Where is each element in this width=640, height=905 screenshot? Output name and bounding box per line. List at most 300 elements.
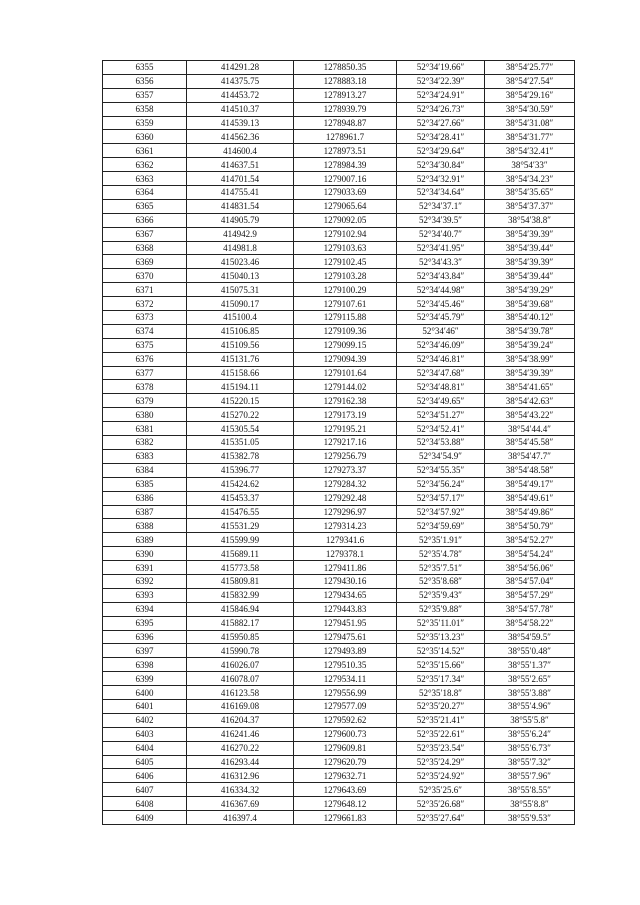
latitude-cell: 52°35′18.8″	[397, 686, 485, 700]
y-coordinate-cell: 1279195.21	[294, 422, 397, 436]
point-number-cell: 6397	[103, 644, 187, 658]
table-row	[103, 686, 575, 700]
y-coordinate-cell: 1279430.16	[294, 574, 397, 588]
table-row	[103, 394, 575, 408]
point-number-cell: 6385	[103, 477, 187, 491]
longitude-cell: 38°54′48.58″	[485, 463, 575, 477]
table-row	[103, 213, 575, 227]
table-row	[103, 491, 575, 505]
point-number-cell: 6389	[103, 533, 187, 547]
longitude-cell: 38°54′29.16″	[485, 88, 575, 102]
latitude-cell: 52°34′48.81″	[397, 380, 485, 394]
table-row	[103, 352, 575, 366]
table-row	[103, 241, 575, 255]
x-coordinate-cell: 415075.31	[187, 283, 294, 297]
y-coordinate-cell: 1279314.23	[294, 519, 397, 533]
longitude-cell: 38°54′38.8″	[485, 213, 575, 227]
table-row	[103, 574, 575, 588]
point-number-cell: 6384	[103, 463, 187, 477]
point-number-cell: 6362	[103, 158, 187, 172]
point-number-cell: 6395	[103, 616, 187, 630]
latitude-cell: 52°34′19.66″	[397, 61, 485, 75]
table-row	[103, 699, 575, 713]
latitude-cell: 52°34′49.65″	[397, 394, 485, 408]
point-number-cell: 6360	[103, 130, 187, 144]
longitude-cell: 38°54′41.65″	[485, 380, 575, 394]
point-number-cell: 6366	[103, 213, 187, 227]
longitude-cell: 38°54′49.61″	[485, 491, 575, 505]
table-row	[103, 547, 575, 561]
latitude-cell: 52°34′55.35″	[397, 463, 485, 477]
point-number-cell: 6378	[103, 380, 187, 394]
x-coordinate-cell: 415270.22	[187, 408, 294, 422]
latitude-cell: 52°34′56.24″	[397, 477, 485, 491]
longitude-cell: 38°54′59.5″	[485, 630, 575, 644]
table-row	[103, 366, 575, 380]
x-coordinate-cell: 415109.56	[187, 338, 294, 352]
x-coordinate-cell: 416397.4	[187, 811, 294, 825]
y-coordinate-cell: 1279065.64	[294, 199, 397, 213]
longitude-cell: 38°54′39.24″	[485, 338, 575, 352]
y-coordinate-cell: 1279102.94	[294, 227, 397, 241]
latitude-cell: 52°34′46.09″	[397, 338, 485, 352]
y-coordinate-cell: 1278939.79	[294, 102, 397, 116]
point-number-cell: 6358	[103, 102, 187, 116]
longitude-cell: 38°54′39.29″	[485, 283, 575, 297]
table-row	[103, 311, 575, 325]
y-coordinate-cell: 1279102.45	[294, 255, 397, 269]
y-coordinate-cell: 1278973.51	[294, 144, 397, 158]
latitude-cell: 52°34′30.84″	[397, 158, 485, 172]
x-coordinate-cell: 414600.4	[187, 144, 294, 158]
table-row	[103, 561, 575, 575]
latitude-cell: 52°35′26.68″	[397, 797, 485, 811]
y-coordinate-cell: 1279661.83	[294, 811, 397, 825]
longitude-cell: 38°54′57.78″	[485, 602, 575, 616]
longitude-cell: 38°54′33″	[485, 158, 575, 172]
longitude-cell: 38°55′8.55″	[485, 783, 575, 797]
y-coordinate-cell: 1279296.97	[294, 505, 397, 519]
longitude-cell: 38°54′39.78″	[485, 324, 575, 338]
longitude-cell: 38°54′42.63″	[485, 394, 575, 408]
x-coordinate-cell: 415100.4	[187, 311, 294, 325]
latitude-cell: 52°34′45.79″	[397, 311, 485, 325]
longitude-cell: 38°54′43.22″	[485, 408, 575, 422]
x-coordinate-cell: 414510.37	[187, 102, 294, 116]
x-coordinate-cell: 415882.17	[187, 616, 294, 630]
latitude-cell: 52°34′37.1″	[397, 199, 485, 213]
y-coordinate-cell: 1279101.64	[294, 366, 397, 380]
y-coordinate-cell: 1279103.63	[294, 241, 397, 255]
latitude-cell: 52°34′43.84″	[397, 269, 485, 283]
latitude-cell: 52°35′21.41″	[397, 713, 485, 727]
y-coordinate-cell: 1279162.38	[294, 394, 397, 408]
point-number-cell: 6387	[103, 505, 187, 519]
longitude-cell: 38°54′39.44″	[485, 269, 575, 283]
point-number-cell: 6365	[103, 199, 187, 213]
latitude-cell: 52°34′26.73″	[397, 102, 485, 116]
longitude-cell: 38°54′25.77″	[485, 61, 575, 75]
latitude-cell: 52°35′7.51″	[397, 561, 485, 575]
table-row	[103, 477, 575, 491]
table-row	[103, 769, 575, 783]
point-number-cell: 6406	[103, 769, 187, 783]
latitude-cell: 52°34′32.91″	[397, 172, 485, 186]
table-row	[103, 324, 575, 338]
table-row	[103, 602, 575, 616]
latitude-cell: 52°35′8.68″	[397, 574, 485, 588]
longitude-cell: 38°54′50.79″	[485, 519, 575, 533]
table-row	[103, 519, 575, 533]
longitude-cell: 38°54′54.24″	[485, 547, 575, 561]
x-coordinate-cell: 416312.96	[187, 769, 294, 783]
point-number-cell: 6381	[103, 422, 187, 436]
latitude-cell: 52°35′4.78″	[397, 547, 485, 561]
latitude-cell: 52°34′57.92″	[397, 505, 485, 519]
longitude-cell: 38°54′31.08″	[485, 116, 575, 130]
longitude-cell: 38°54′39.39″	[485, 227, 575, 241]
x-coordinate-cell: 415090.17	[187, 297, 294, 311]
x-coordinate-cell: 416169.08	[187, 699, 294, 713]
table-row	[103, 408, 575, 422]
y-coordinate-cell: 1279092.05	[294, 213, 397, 227]
table-row	[103, 533, 575, 547]
table-row	[103, 61, 575, 75]
point-number-cell: 6405	[103, 755, 187, 769]
latitude-cell: 52°34′53.88″	[397, 436, 485, 450]
x-coordinate-cell: 415040.13	[187, 269, 294, 283]
y-coordinate-cell: 1279033.69	[294, 186, 397, 200]
point-number-cell: 6380	[103, 408, 187, 422]
table-row	[103, 797, 575, 811]
longitude-cell: 38°54′57.29″	[485, 588, 575, 602]
coordinates-table-body	[103, 61, 575, 825]
x-coordinate-cell: 415106.85	[187, 324, 294, 338]
longitude-cell: 38°54′58.22″	[485, 616, 575, 630]
point-number-cell: 6373	[103, 311, 187, 325]
y-coordinate-cell: 1279556.99	[294, 686, 397, 700]
x-coordinate-cell: 415832.99	[187, 588, 294, 602]
point-number-cell: 6402	[103, 713, 187, 727]
y-coordinate-cell: 1278948.87	[294, 116, 397, 130]
point-number-cell: 6370	[103, 269, 187, 283]
x-coordinate-cell: 415158.66	[187, 366, 294, 380]
table-row	[103, 644, 575, 658]
point-number-cell: 6379	[103, 394, 187, 408]
y-coordinate-cell: 1279109.36	[294, 324, 397, 338]
y-coordinate-cell: 1279103.28	[294, 269, 397, 283]
latitude-cell: 52°34′59.69″	[397, 519, 485, 533]
x-coordinate-cell: 414905.79	[187, 213, 294, 227]
point-number-cell: 6407	[103, 783, 187, 797]
latitude-cell: 52°35′11.01″	[397, 616, 485, 630]
table-row	[103, 436, 575, 450]
point-number-cell: 6363	[103, 172, 187, 186]
x-coordinate-cell: 414375.75	[187, 74, 294, 88]
y-coordinate-cell: 1279592.62	[294, 713, 397, 727]
x-coordinate-cell: 415476.55	[187, 505, 294, 519]
x-coordinate-cell: 415950.85	[187, 630, 294, 644]
point-number-cell: 6369	[103, 255, 187, 269]
point-number-cell: 6388	[103, 519, 187, 533]
longitude-cell: 38°54′44.4″	[485, 422, 575, 436]
longitude-cell: 38°54′27.54″	[485, 74, 575, 88]
point-number-cell: 6372	[103, 297, 187, 311]
y-coordinate-cell: 1279632.71	[294, 769, 397, 783]
y-coordinate-cell: 1279217.16	[294, 436, 397, 450]
longitude-cell: 38°54′30.59″	[485, 102, 575, 116]
point-number-cell: 6409	[103, 811, 187, 825]
latitude-cell: 52°35′20.27″	[397, 699, 485, 713]
table-row	[103, 741, 575, 755]
latitude-cell: 52°35′22.61″	[397, 727, 485, 741]
x-coordinate-cell: 416367.69	[187, 797, 294, 811]
x-coordinate-cell: 415531.29	[187, 519, 294, 533]
longitude-cell: 38°54′40.12″	[485, 311, 575, 325]
longitude-cell: 38°55′8.8″	[485, 797, 575, 811]
x-coordinate-cell: 416078.07	[187, 672, 294, 686]
point-number-cell: 6392	[103, 574, 187, 588]
y-coordinate-cell: 1279292.48	[294, 491, 397, 505]
latitude-cell: 52°35′24.92″	[397, 769, 485, 783]
x-coordinate-cell: 415424.62	[187, 477, 294, 491]
latitude-cell: 52°34′41.95″	[397, 241, 485, 255]
point-number-cell: 6401	[103, 699, 187, 713]
longitude-cell: 38°54′39.44″	[485, 241, 575, 255]
longitude-cell: 38°54′39.68″	[485, 297, 575, 311]
longitude-cell: 38°55′6.73″	[485, 741, 575, 755]
latitude-cell: 52°35′9.43″	[397, 588, 485, 602]
point-number-cell: 6374	[103, 324, 187, 338]
longitude-cell: 38°55′3.88″	[485, 686, 575, 700]
x-coordinate-cell: 414755.41	[187, 186, 294, 200]
longitude-cell: 38°54′52.27″	[485, 533, 575, 547]
x-coordinate-cell: 415220.15	[187, 394, 294, 408]
x-coordinate-cell: 415689.11	[187, 547, 294, 561]
point-number-cell: 6357	[103, 88, 187, 102]
y-coordinate-cell: 1278913.27	[294, 88, 397, 102]
longitude-cell: 38°54′34.23″	[485, 172, 575, 186]
latitude-cell: 52°35′27.64″	[397, 811, 485, 825]
table-row	[103, 116, 575, 130]
x-coordinate-cell: 415599.99	[187, 533, 294, 547]
table-row	[103, 380, 575, 394]
x-coordinate-cell: 414539.13	[187, 116, 294, 130]
point-number-cell: 6386	[103, 491, 187, 505]
table-row	[103, 783, 575, 797]
point-number-cell: 6359	[103, 116, 187, 130]
coordinates-table	[102, 60, 575, 825]
longitude-cell: 38°54′49.17″	[485, 477, 575, 491]
table-row	[103, 227, 575, 241]
point-number-cell: 6376	[103, 352, 187, 366]
table-row	[103, 727, 575, 741]
latitude-cell: 52°34′47.68″	[397, 366, 485, 380]
y-coordinate-cell: 1279434.65	[294, 588, 397, 602]
x-coordinate-cell: 415809.81	[187, 574, 294, 588]
table-row	[103, 130, 575, 144]
x-coordinate-cell: 416204.37	[187, 713, 294, 727]
table-row	[103, 422, 575, 436]
longitude-cell: 38°54′31.77″	[485, 130, 575, 144]
point-number-cell: 6371	[103, 283, 187, 297]
table-row	[103, 463, 575, 477]
longitude-cell: 38°54′49.86″	[485, 505, 575, 519]
x-coordinate-cell: 415131.76	[187, 352, 294, 366]
y-coordinate-cell: 1278984.39	[294, 158, 397, 172]
y-coordinate-cell: 1279648.12	[294, 797, 397, 811]
longitude-cell: 38°54′35.65″	[485, 186, 575, 200]
latitude-cell: 52°34′34.64″	[397, 186, 485, 200]
point-number-cell: 6391	[103, 561, 187, 575]
y-coordinate-cell: 1279144.02	[294, 380, 397, 394]
x-coordinate-cell: 415990.78	[187, 644, 294, 658]
longitude-cell: 38°54′38.99″	[485, 352, 575, 366]
x-coordinate-cell: 414942.9	[187, 227, 294, 241]
latitude-cell: 52°35′17.34″	[397, 672, 485, 686]
y-coordinate-cell: 1279411.86	[294, 561, 397, 575]
x-coordinate-cell: 414831.54	[187, 199, 294, 213]
x-coordinate-cell: 416026.07	[187, 658, 294, 672]
x-coordinate-cell: 415351.05	[187, 436, 294, 450]
y-coordinate-cell: 1279510.35	[294, 658, 397, 672]
point-number-cell: 6396	[103, 630, 187, 644]
latitude-cell: 52°35′25.6″	[397, 783, 485, 797]
y-coordinate-cell: 1279007.16	[294, 172, 397, 186]
table-row	[103, 144, 575, 158]
y-coordinate-cell: 1279256.79	[294, 449, 397, 463]
point-number-cell: 6404	[103, 741, 187, 755]
x-coordinate-cell: 415453.37	[187, 491, 294, 505]
x-coordinate-cell: 414453.72	[187, 88, 294, 102]
table-row	[103, 449, 575, 463]
x-coordinate-cell: 414637.51	[187, 158, 294, 172]
latitude-cell: 52°34′51.27″	[397, 408, 485, 422]
table-row	[103, 297, 575, 311]
point-number-cell: 6403	[103, 727, 187, 741]
x-coordinate-cell: 415396.77	[187, 463, 294, 477]
y-coordinate-cell: 1279341.6	[294, 533, 397, 547]
longitude-cell: 38°55′7.32″	[485, 755, 575, 769]
point-number-cell: 6393	[103, 588, 187, 602]
y-coordinate-cell: 1279643.69	[294, 783, 397, 797]
longitude-cell: 38°55′1.37″	[485, 658, 575, 672]
latitude-cell: 52°34′45.46″	[397, 297, 485, 311]
longitude-cell: 38°54′39.39″	[485, 366, 575, 380]
x-coordinate-cell: 415382.78	[187, 449, 294, 463]
y-coordinate-cell: 1278883.18	[294, 74, 397, 88]
longitude-cell: 38°55′5.8″	[485, 713, 575, 727]
latitude-cell: 52°35′15.66″	[397, 658, 485, 672]
latitude-cell: 52°34′44.98″	[397, 283, 485, 297]
point-number-cell: 6367	[103, 227, 187, 241]
y-coordinate-cell: 1279094.39	[294, 352, 397, 366]
longitude-cell: 38°55′9.53″	[485, 811, 575, 825]
x-coordinate-cell: 415773.58	[187, 561, 294, 575]
y-coordinate-cell: 1279451.95	[294, 616, 397, 630]
longitude-cell: 38°55′6.24″	[485, 727, 575, 741]
longitude-cell: 38°54′45.58″	[485, 436, 575, 450]
point-number-cell: 6398	[103, 658, 187, 672]
longitude-cell: 38°54′57.04″	[485, 574, 575, 588]
latitude-cell: 52°34′46.81″	[397, 352, 485, 366]
point-number-cell: 6383	[103, 449, 187, 463]
latitude-cell: 52°34′40.7″	[397, 227, 485, 241]
latitude-cell: 52°35′9.88″	[397, 602, 485, 616]
point-number-cell: 6394	[103, 602, 187, 616]
latitude-cell: 52°35′1.91″	[397, 533, 485, 547]
latitude-cell: 52°34′43.3″	[397, 255, 485, 269]
table-row	[103, 672, 575, 686]
y-coordinate-cell: 1279493.89	[294, 644, 397, 658]
table-row	[103, 102, 575, 116]
table-row	[103, 616, 575, 630]
table-row	[103, 658, 575, 672]
x-coordinate-cell: 415305.54	[187, 422, 294, 436]
longitude-cell: 38°55′2.65″	[485, 672, 575, 686]
point-number-cell: 6399	[103, 672, 187, 686]
y-coordinate-cell: 1278961.7	[294, 130, 397, 144]
y-coordinate-cell: 1279577.09	[294, 699, 397, 713]
point-number-cell: 6368	[103, 241, 187, 255]
table-row	[103, 811, 575, 825]
table-row	[103, 186, 575, 200]
latitude-cell: 52°34′46″	[397, 324, 485, 338]
table-row	[103, 338, 575, 352]
y-coordinate-cell: 1279107.61	[294, 297, 397, 311]
table-row	[103, 74, 575, 88]
y-coordinate-cell: 1279609.81	[294, 741, 397, 755]
point-number-cell: 6375	[103, 338, 187, 352]
table-row	[103, 269, 575, 283]
latitude-cell: 52°35′13.23″	[397, 630, 485, 644]
latitude-cell: 52°34′39.5″	[397, 213, 485, 227]
y-coordinate-cell: 1279475.61	[294, 630, 397, 644]
longitude-cell: 38°55′0.48″	[485, 644, 575, 658]
point-number-cell: 6408	[103, 797, 187, 811]
table-row	[103, 505, 575, 519]
table-row	[103, 713, 575, 727]
y-coordinate-cell: 1279534.11	[294, 672, 397, 686]
longitude-cell: 38°54′32.41″	[485, 144, 575, 158]
y-coordinate-cell: 1279100.29	[294, 283, 397, 297]
x-coordinate-cell: 414562.36	[187, 130, 294, 144]
longitude-cell: 38°54′47.7″	[485, 449, 575, 463]
table-row	[103, 172, 575, 186]
table-row	[103, 199, 575, 213]
table-row	[103, 630, 575, 644]
x-coordinate-cell: 416123.58	[187, 686, 294, 700]
x-coordinate-cell: 415194.11	[187, 380, 294, 394]
y-coordinate-cell: 1279600.73	[294, 727, 397, 741]
latitude-cell: 52°34′28.41″	[397, 130, 485, 144]
latitude-cell: 52°35′24.29″	[397, 755, 485, 769]
y-coordinate-cell: 1279284.32	[294, 477, 397, 491]
y-coordinate-cell: 1278850.35	[294, 61, 397, 75]
table-row	[103, 158, 575, 172]
x-coordinate-cell: 416334.32	[187, 783, 294, 797]
longitude-cell: 38°54′37.37″	[485, 199, 575, 213]
latitude-cell: 52°35′23.54″	[397, 741, 485, 755]
latitude-cell: 52°34′22.39″	[397, 74, 485, 88]
table-row	[103, 88, 575, 102]
longitude-cell: 38°55′4.96″	[485, 699, 575, 713]
y-coordinate-cell: 1279099.15	[294, 338, 397, 352]
longitude-cell: 38°54′39.39″	[485, 255, 575, 269]
point-number-cell: 6364	[103, 186, 187, 200]
table-row	[103, 255, 575, 269]
point-number-cell: 6390	[103, 547, 187, 561]
